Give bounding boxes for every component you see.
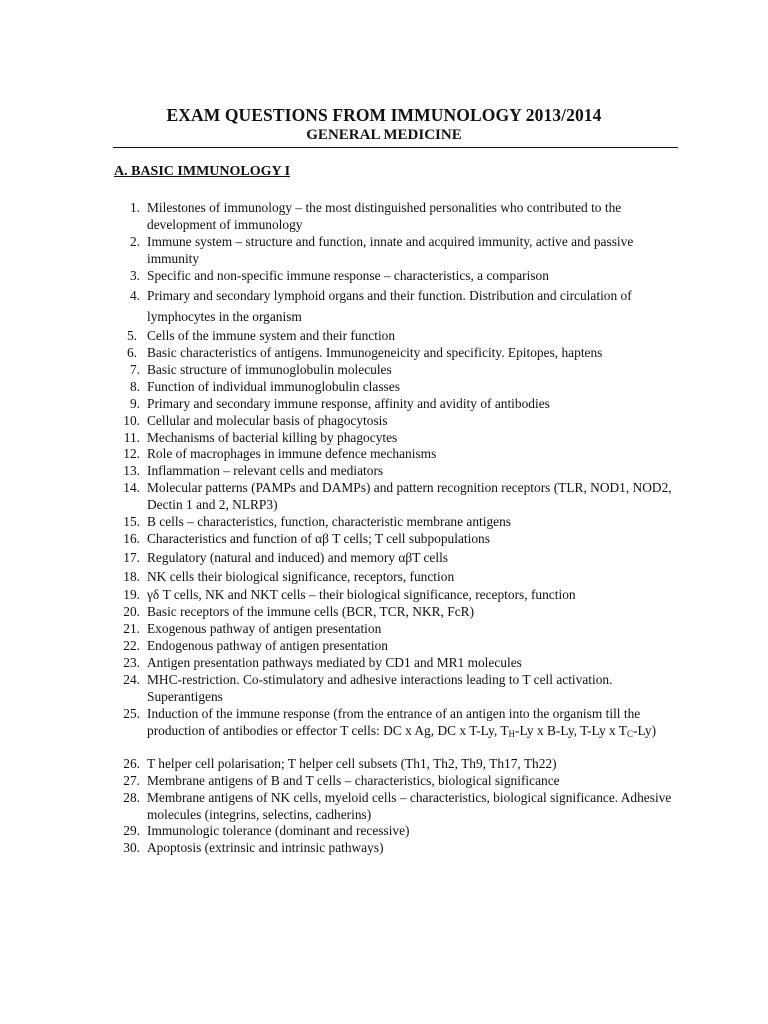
- question-number: 9.: [129, 396, 140, 411]
- question-number: 26.: [123, 756, 140, 771]
- question-number: 20.: [123, 604, 140, 619]
- question-text: Mechanisms of bacterial killing by phagocytes: [147, 430, 398, 445]
- question-number: 2.: [129, 234, 140, 249]
- question-number: 3.: [129, 268, 140, 283]
- question-text: Membrane antigens of B and T cells – characteristics, biological significance: [147, 773, 560, 788]
- question-text: Membrane antigens of NK cells, myeloid cells – characteristics, biological significance. Adhesive molecules (integrins, selectins, cadherins): [147, 790, 672, 822]
- question-text: Primary and secondary immune response, affinity and avidity of antibodies: [147, 396, 550, 411]
- question-text: Function of individual immunoglobulin classes: [147, 379, 400, 394]
- question-number: 27.: [123, 773, 140, 788]
- question-number: 11.: [123, 430, 140, 445]
- section-heading: A. BASIC IMMUNOLOGY I: [114, 164, 291, 179]
- question-number: 17.: [123, 550, 140, 565]
- question-text: Milestones of immunology – the most distinguished personalities who contributed to the development of immunology: [147, 200, 622, 232]
- question-number: 7.: [129, 362, 140, 377]
- question-text: Apoptosis (extrinsic and intrinsic pathways): [147, 840, 384, 855]
- subscript-c: C: [626, 728, 633, 739]
- question-text: Exogenous pathway of antigen presentation: [147, 621, 382, 636]
- question-number: 15.: [123, 514, 140, 529]
- title-divider: [113, 147, 678, 148]
- question-number: 23.: [123, 655, 140, 670]
- question-text: γδ T cells, NK and NKT cells – their biological significance, receptors, function: [147, 587, 576, 602]
- question-number: 8.: [129, 379, 140, 394]
- question-text: Cells of the immune system and their function: [147, 328, 396, 343]
- question-text: Cellular and molecular basis of phagocytosis: [147, 413, 388, 428]
- question-number: 19.: [123, 587, 140, 602]
- question-number: 12.: [123, 446, 140, 461]
- question-number: 24.: [123, 672, 140, 687]
- question-text: Regulatory (natural and induced) and memory αβT cells: [147, 550, 449, 565]
- question-number: 28.: [123, 790, 140, 805]
- question-text: NK cells their biological significance, receptors, function: [147, 569, 455, 584]
- question-text: Immune system – structure and function, innate and acquired immunity, active and passive immunity: [147, 234, 634, 266]
- question-text: Antigen presentation pathways mediated by CD1 and MR1 molecules: [147, 655, 522, 670]
- question-text: Immunologic tolerance (dominant and recessive): [147, 823, 410, 838]
- question-text: Inflammation – relevant cells and mediators: [147, 463, 384, 478]
- question-number: 22.: [123, 638, 140, 653]
- question-text: Endogenous pathway of antigen presentation: [147, 638, 388, 653]
- question-number: 18.: [123, 569, 140, 584]
- question-text: MHC-restriction. Co-stimulatory and adhesive interactions leading to T cell activation. Superantigens: [147, 672, 613, 704]
- question-number: 10.: [123, 413, 140, 428]
- question-text: Basic characteristics of antigens. Immunogeneicity and specificity. Epitopes, haptens: [147, 345, 603, 360]
- question-number: 13.: [123, 463, 140, 478]
- question-number: 25.: [123, 706, 140, 721]
- question-number: 14.: [123, 480, 140, 495]
- question-number: 4.: [129, 288, 140, 303]
- question-text: B cells – characteristics, function, characteristic membrane antigens: [147, 514, 511, 529]
- question-number: 21.: [123, 621, 140, 636]
- question-number: 30.: [123, 840, 140, 855]
- document-subtitle: GENERAL MEDICINE: [306, 127, 462, 143]
- question-text: Characteristics and function of αβ T cells; T cell subpopulations: [147, 531, 490, 546]
- question-number: 5.: [126, 328, 137, 343]
- question-number: 16.: [123, 531, 140, 546]
- question-text: Role of macrophages in immune defence mechanisms: [147, 446, 437, 461]
- question-text: T helper cell polarisation; T helper cell subsets (Th1, Th2, Th9, Th17, Th22): [147, 756, 557, 771]
- question-text: Basic receptors of the immune cells (BCR, TCR, NKR, FcR): [147, 604, 475, 619]
- question-text: Specific and non-specific immune response – characteristics, a comparison: [147, 268, 549, 283]
- subscript-h: H: [508, 728, 516, 739]
- question-text: Molecular patterns (PAMPs and DAMPs) and pattern recognition receptors (TLR, NOD1, NOD2, Dectin 1 and 2, NLRP3): [147, 480, 672, 512]
- question-text: Induction of the immune response (from the entrance of an antigen into the organism till the production of antibodies or effector T cells: DC x Ag, DC x T-Ly, $T_H-Ly$ x B-Ly, T-Ly x $T_C-Ly$): [147, 706, 657, 739]
- question-text: Basic structure of immunoglobulin molecules: [147, 362, 392, 377]
- question-text: Primary and secondary lymphoid organs and their function. Distribution and circulation of lymphocytes in the organism: [147, 288, 632, 324]
- question-number: 29.: [123, 823, 140, 838]
- question-number: 1.: [129, 200, 140, 215]
- document-title: EXAM QUESTIONS FROM IMMUNOLOGY 2013/2014: [166, 105, 602, 125]
- question-number: 6.: [126, 345, 137, 360]
